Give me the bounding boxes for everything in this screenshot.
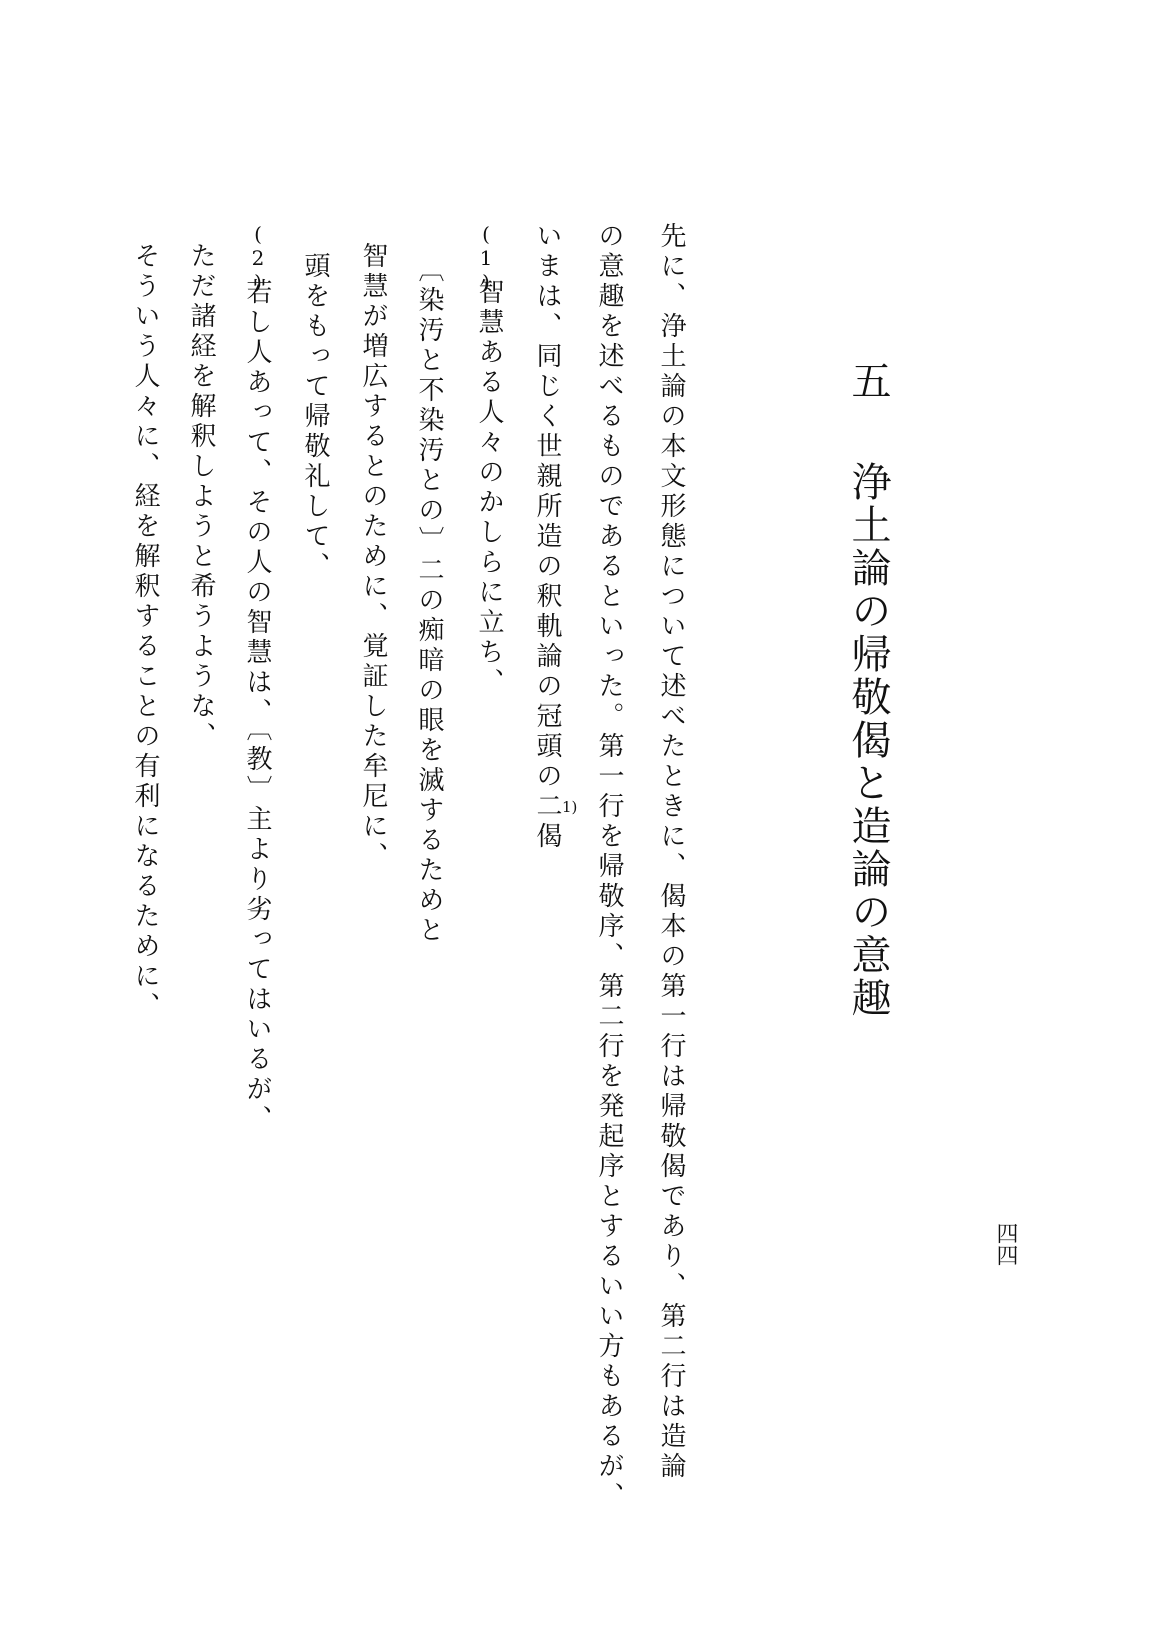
section-heading <box>845 360 891 1020</box>
verse-1-line-2: 〔染汚と不染汚との〕二の痴暗の眼を滅するためと <box>414 256 444 946</box>
paragraph-line-3: いまは、同じく世親所造の釈軌論の冠頭の二偈 <box>532 222 562 852</box>
footnote-reference: 1) <box>562 798 578 816</box>
section-title: 浄土論の帰敬偈と造論の意趣 <box>845 461 891 1020</box>
section-number: 五 <box>845 360 891 403</box>
page-number: 四四 <box>993 1222 1018 1266</box>
verse-2-line-1: 若し人あって、その人の智慧は、〔教〕主より劣ってはいるが、 <box>242 278 272 1135</box>
verse-1-line-1: 智慧ある人々のかしらに立ち、 <box>474 278 504 698</box>
paragraph-line-1: 先に、浄土論の本文形態について述べたときに、偈本の第一行は帰敬偈であり、第二行は造論 <box>656 222 686 1482</box>
verse-marker-2: (2) <box>246 222 270 294</box>
verse-marker-1: (1) <box>474 222 498 294</box>
paragraph-line-2: の意趣を述べるものであるといった。第一行を帰敬序、第二行を発起序とするいい方もあるが、 <box>594 222 624 1512</box>
verse-1-line-4: 頭をもって帰敬礼して、 <box>300 252 330 582</box>
verse-2-line-2: ただ諸経を解釈しようと希うような、 <box>186 242 216 752</box>
verse-2-line-3: そういう人々に、経を解釈することの有利になるために、 <box>130 242 160 1022</box>
verse-1-line-3: 智慧が増広するとのために、覚証した牟尼に、 <box>358 242 388 872</box>
